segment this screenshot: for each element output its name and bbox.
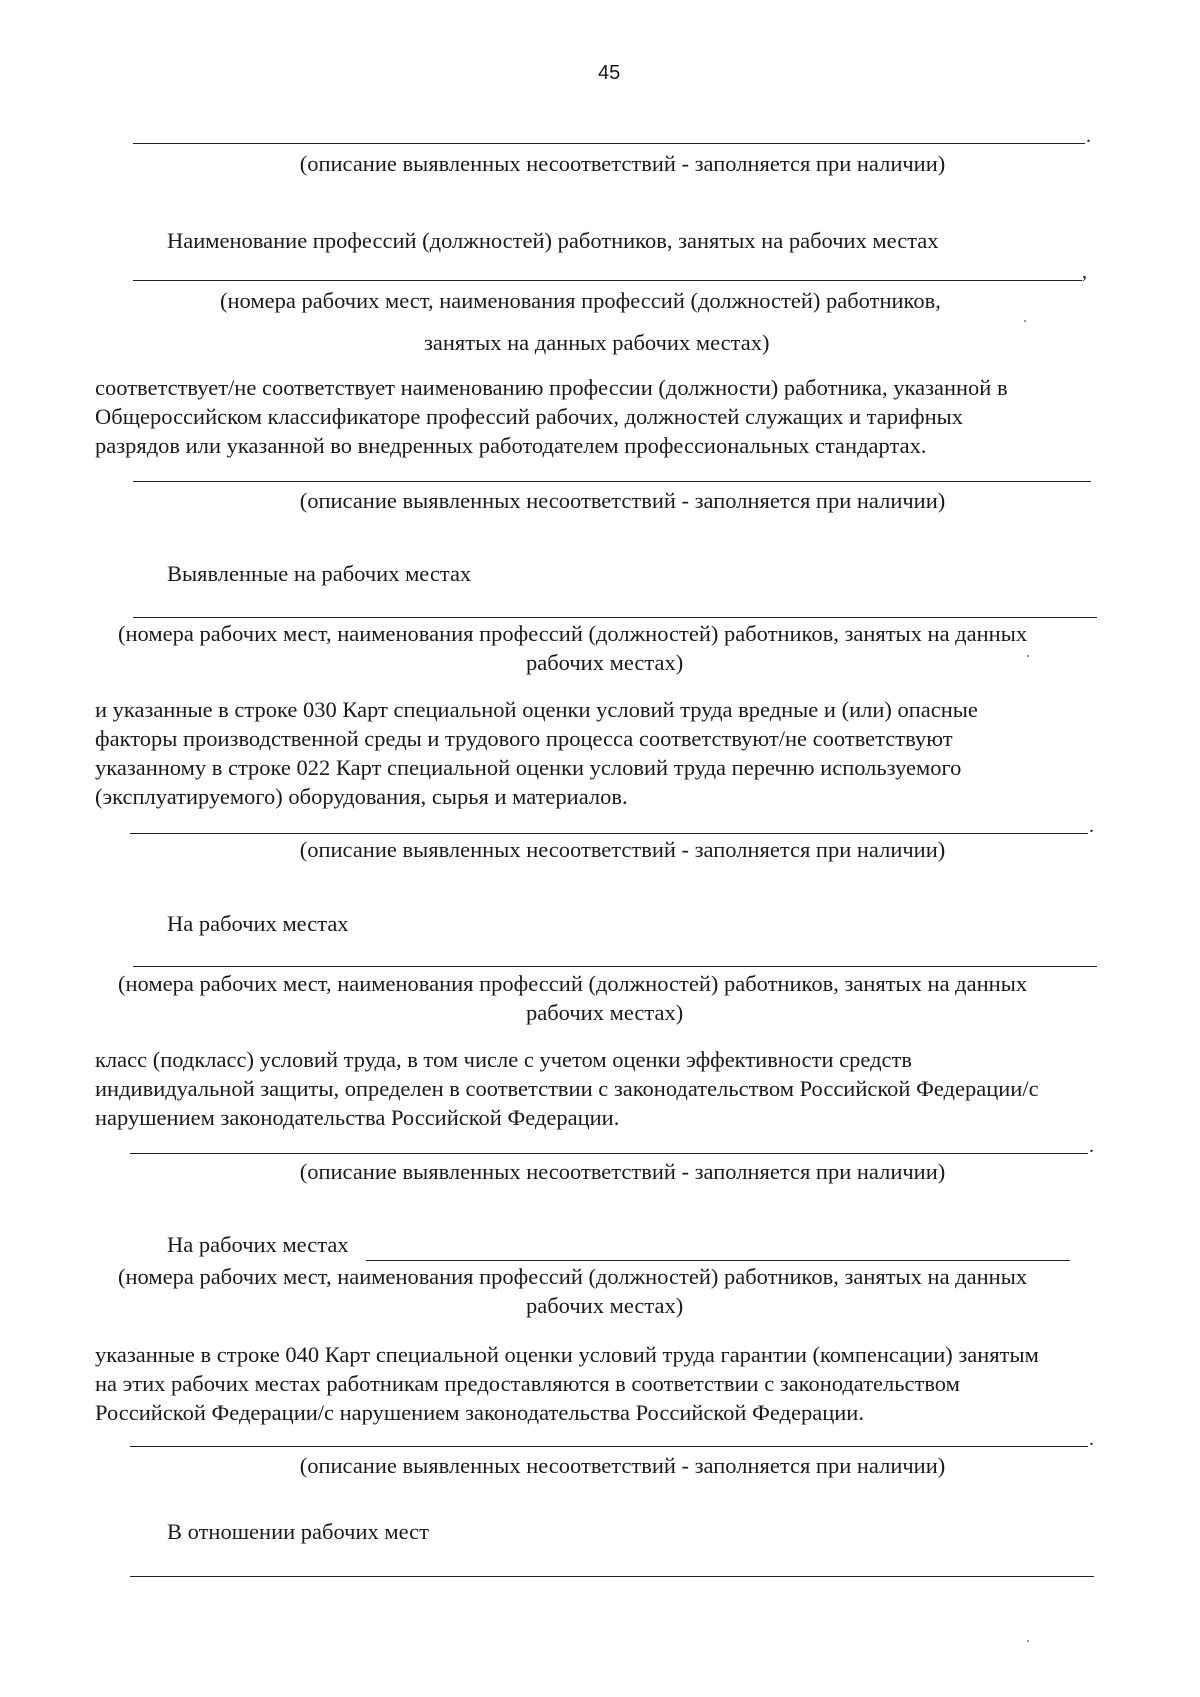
workplace-caption: (номера рабочих мест, наименования профессий (должностей) работников, занятых на данных (118, 971, 1028, 996)
scan-speck (1027, 1640, 1029, 1642)
fill-line (130, 1153, 1088, 1154)
workplace-caption: (номера рабочих мест, наименования профессий (должностей) работников, (220, 288, 941, 313)
fill-line (130, 833, 1088, 834)
paragraph-line: соответствует/не соответствует наименованию профессии (должности) работника, указанной в (95, 375, 1008, 400)
paragraph-line: (эксплуатируемого) оборудования, сырья и материалов. (95, 784, 628, 809)
paragraph-line: указанному в строке 022 Карт специальной оценки условий труда перечню используемого (95, 755, 962, 780)
workplace-caption: (номера рабочих мест, наименования профессий (должностей) работников, занятых на данных (118, 1264, 1028, 1289)
paragraph (95, 373, 1008, 460)
line-end-dot: . (1086, 125, 1091, 147)
fill-line (133, 280, 1082, 281)
description-caption: (описание выявленных несоответствий - заполняется при наличии) (299, 1453, 946, 1478)
paragraph (95, 1045, 1039, 1132)
line-end-comma: , (1082, 261, 1087, 283)
workplace-caption: рабочих местах) (526, 1293, 684, 1318)
line-end-dot: . (1089, 815, 1094, 837)
paragraph-line: класс (подкласс) условий труда, в том числе с учетом оценки эффективности средств (95, 1047, 912, 1072)
section-intro: На рабочих местах (167, 1232, 349, 1257)
paragraph-line: указанные в строке 040 Карт специальной оценки условий труда гарантии (компенсации) занятым (95, 1342, 1039, 1367)
paragraph-line: на этих рабочих местах работникам предоставляются в соответствии с законодательством (95, 1371, 960, 1396)
paragraph-line: индивидуальной защиты, определен в соответствии с законодательством Российской Федерации/с (95, 1076, 1039, 1101)
paragraph-line: разрядов или указанной во внедренных работодателем профессиональных стандартах. (95, 433, 927, 458)
scan-speck (1024, 320, 1026, 322)
section-intro: На рабочих местах (167, 911, 349, 936)
section-intro: Наименование профессий (должностей) работников, занятых на рабочих местах (167, 228, 939, 253)
workplace-caption: (номера рабочих мест, наименования профессий (должностей) работников, занятых на данных (118, 621, 1028, 646)
fill-line (133, 617, 1097, 618)
description-caption: (описание выявленных несоответствий - заполняется при наличии) (299, 837, 946, 862)
paragraph-line: нарушением законодательства Российской Федерации. (95, 1105, 620, 1130)
fill-line (130, 1576, 1094, 1577)
paragraph-line: факторы производственной среды и трудового процесса соответствуют/не соответствуют (95, 726, 953, 751)
fill-line (130, 1446, 1088, 1447)
section-intro: Выявленные на рабочих местах (167, 561, 472, 586)
page-number: 45 (598, 62, 621, 84)
workplace-caption: рабочих местах) (526, 650, 684, 675)
description-caption: (описание выявленных несоответствий - заполняется при наличии) (299, 151, 946, 176)
fill-line (366, 1260, 1070, 1261)
line-end-dot: . (1089, 1428, 1094, 1450)
description-caption: (описание выявленных несоответствий - заполняется при наличии) (299, 488, 946, 513)
paragraph-line: Российской Федерации/с нарушением законодательства Российской Федерации. (95, 1400, 864, 1425)
section-intro: В отношении рабочих мест (167, 1519, 429, 1544)
scan-speck (1027, 655, 1029, 657)
fill-line (133, 966, 1097, 967)
workplace-caption: рабочих местах) (526, 1000, 684, 1025)
fill-line (133, 143, 1085, 144)
paragraph (95, 695, 978, 811)
paragraph-line: Общероссийском классификаторе профессий рабочих, должностей служащих и тарифных (95, 404, 964, 429)
description-caption: (описание выявленных несоответствий - заполняется при наличии) (299, 1159, 946, 1184)
paragraph-line: и указанные в строке 030 Карт специальной оценки условий труда вредные и (или) опасные (95, 697, 978, 722)
paragraph (95, 1340, 1039, 1427)
fill-line (133, 481, 1091, 482)
line-end-dot: . (1089, 1135, 1094, 1157)
workplace-caption: занятых на данных рабочих местах) (424, 330, 770, 355)
